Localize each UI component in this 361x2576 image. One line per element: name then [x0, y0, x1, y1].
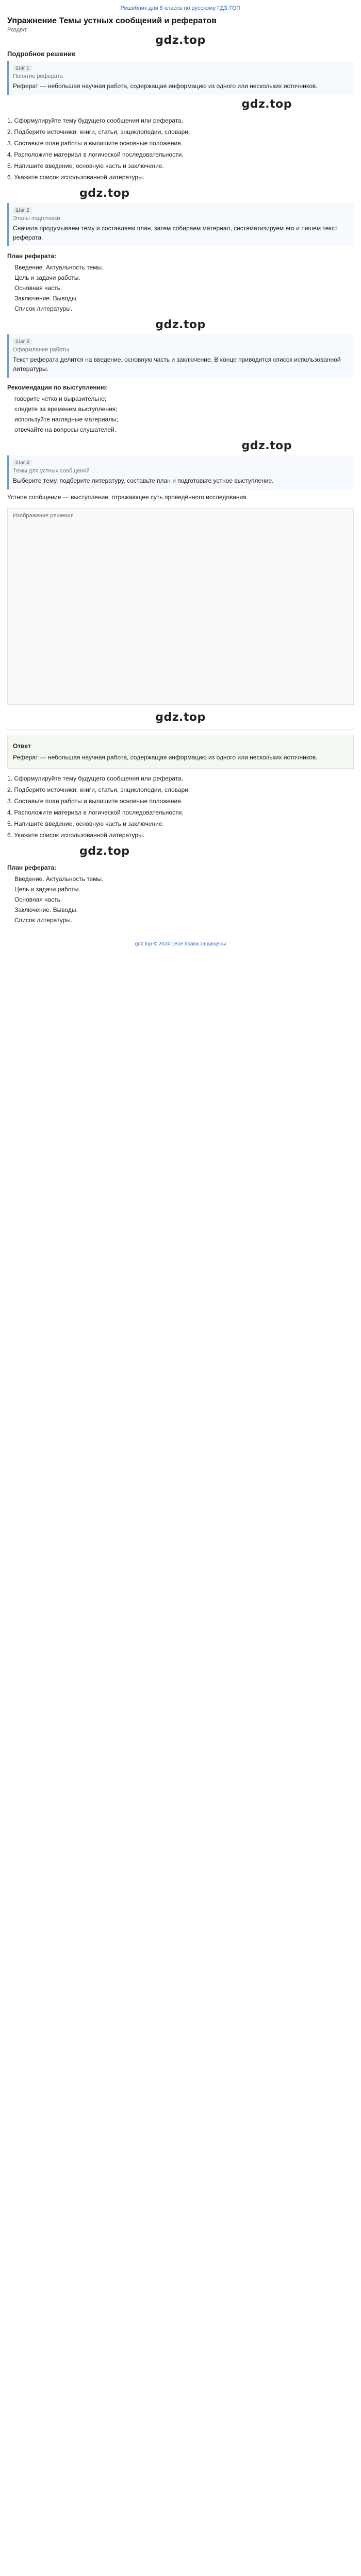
step-title: Оформление работы	[13, 347, 69, 353]
summary: Устное сообщение — выступление, отражающее суть проведённого исследования.	[7, 494, 249, 501]
step-tag: Шаг 1	[13, 65, 32, 72]
plan-item: Список литературы.	[14, 917, 73, 924]
step-title: Этапы подготовки	[13, 215, 60, 222]
paragraph: 6. Укажите список использованной литературы.	[7, 832, 145, 839]
paragraph: 3. Составьте план работы и выпишите основные положения.	[7, 140, 183, 147]
paragraph: 5. Напишите введение, основную часть и заключение.	[7, 162, 164, 170]
footer	[0, 937, 361, 953]
step-box-4	[7, 455, 354, 489]
top-link[interactable]: Решебник для 8 класса по русскому ГДЗ.ТОП	[120, 5, 241, 11]
paragraph: 5. Напишите введение, основную часть и заключение.	[7, 820, 164, 827]
watermark: gdz.top	[79, 187, 130, 200]
answer-label: Ответ	[13, 742, 31, 750]
plan-title: План реферата:	[7, 864, 57, 871]
step-box-1	[7, 61, 354, 95]
paragraph: 1. Сформулируйте тему будущего сообщения или реферата.	[7, 117, 184, 124]
paragraph: 2. Подберите источники: книги, статьи, энциклопедии, словари.	[7, 128, 190, 135]
watermark: gdz.top	[155, 711, 206, 724]
plan-item: Список литературы.	[14, 305, 73, 312]
paragraph: 2. Подберите источники: книги, статьи, энциклопедии, словари.	[7, 786, 190, 793]
step-text: Выберите тему, подберите литературу, составьте план и подготовьте устное выступление.	[13, 477, 274, 484]
solution-subtitle: Подробное решение	[7, 50, 76, 58]
step-tag: Шаг 2	[13, 207, 32, 214]
step-title: Понятие реферата	[13, 73, 63, 79]
plan-item: Заключение. Выводы.	[14, 295, 78, 302]
plan-title: План реферата:	[7, 252, 57, 260]
plan-section	[7, 251, 354, 313]
divider	[7, 729, 354, 730]
recommendations	[7, 383, 354, 434]
top-bar	[0, 0, 361, 13]
plan-item: Цель и задачи работы.	[14, 886, 80, 893]
plan-item: Заключение. Выводы.	[14, 906, 78, 913]
paragraph: 4. Расположите материал в логической последовательности.	[7, 809, 184, 816]
step-tag: Шаг 3	[13, 338, 32, 345]
rec-title: Рекомендации по выступлению:	[7, 384, 108, 391]
solution-image	[7, 508, 354, 705]
watermark: gdz.top	[79, 845, 130, 858]
plan-item: Цель и задачи работы.	[14, 274, 80, 281]
watermark: gdz.top	[241, 98, 292, 111]
rec-item: отвечайте на вопросы слушателей.	[14, 426, 117, 433]
watermark: gdz.top	[155, 34, 206, 47]
content	[0, 16, 361, 937]
rec-item: говорите чётко и выразительно;	[14, 395, 107, 402]
paragraph-list	[7, 116, 354, 182]
step-box-2	[7, 203, 354, 246]
spacer	[7, 930, 354, 937]
step-text: Текст реферата делится на введение, основную часть и заключение. В конце приводится список использованной литературы.	[13, 356, 341, 372]
step-tag: Шаг 4	[13, 460, 32, 466]
plan-item: Введение. Актуальность темы.	[14, 875, 104, 883]
paragraph-list-repeat	[7, 774, 354, 840]
watermark: gdz.top	[241, 439, 292, 452]
rec-item: следите за временем выступления;	[14, 405, 118, 413]
answer-text: Реферат — небольшая научная работа, содержащая информацию из одного или нескольких источников.	[13, 754, 318, 761]
step-title: Темы для устных сообщений	[13, 468, 90, 474]
answer-block	[7, 735, 354, 769]
watermark: gdz.top	[155, 318, 206, 331]
plan-section-repeat	[7, 863, 354, 925]
footer-link[interactable]: gdz.top © 2024 | Все права защищены	[135, 941, 226, 947]
step-text: Сначала продумываем тему и составляем план, затем собираем материал, систематизируем его и пишем текст реферата.	[13, 225, 338, 241]
author-label: Раздел:	[7, 27, 28, 33]
paragraph: 6. Укажите список использованной литературы.	[7, 174, 145, 181]
image-caption: Изображение решения	[13, 513, 74, 519]
rec-item: используйте наглядные материалы;	[14, 416, 119, 423]
paragraph: 1. Сформулируйте тему будущего сообщения или реферата.	[7, 775, 184, 782]
page-title: Упражнение Темы устных сообщений и рефератов	[7, 16, 217, 25]
paragraph: 3. Составьте план работы и выпишите основные положения.	[7, 798, 183, 805]
paragraph: 4. Расположите материал в логической последовательности.	[7, 151, 184, 158]
step-box-3	[7, 334, 354, 378]
plan-item: Основная часть.	[14, 284, 62, 292]
plan-item: Основная часть.	[14, 896, 62, 903]
step-text: Реферат — небольшая научная работа, содержащая информацию из одного или нескольких источников.	[13, 82, 318, 90]
plan-item: Введение. Актуальность темы.	[14, 264, 104, 271]
